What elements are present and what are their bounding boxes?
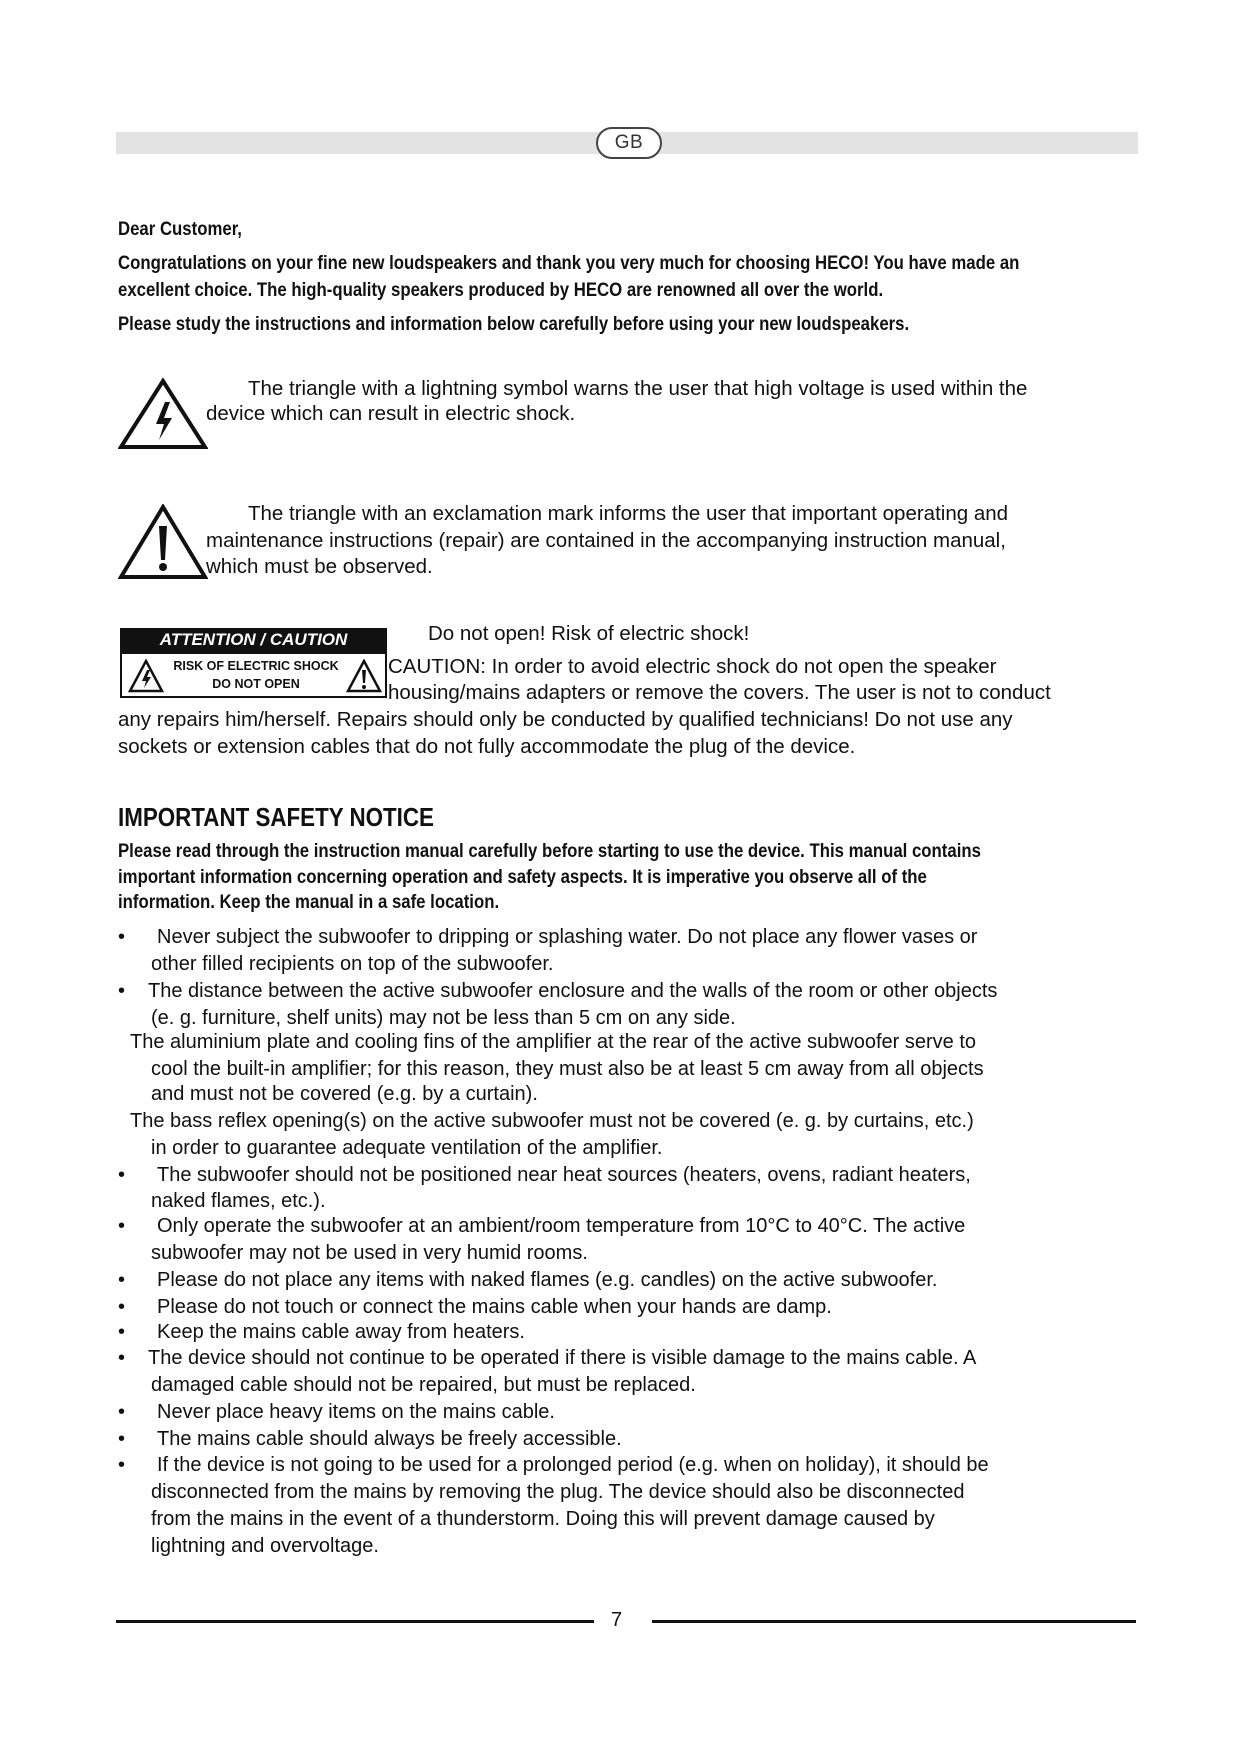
caution-text: sockets or extension cables that do not fully accommodate the plug of the device.	[118, 735, 856, 758]
caution-label-line: RISK OF ELECTRIC SHOCK	[173, 659, 339, 673]
exclamation-warning-text: which must be observed.	[206, 555, 433, 578]
exclamation-warning-text: maintenance instructions (repair) are contained in the accompanying instruction manual,	[206, 529, 1006, 552]
list-item: subwoofer may not be used in very humid rooms.	[151, 1242, 588, 1264]
exclamation-warning-text: The triangle with an exclamation mark informs the user that important operating and	[248, 502, 1009, 525]
exclamation-warning-icon	[346, 659, 382, 693]
bullet-marker: •	[118, 1321, 126, 1343]
list-item: and must not be covered (e.g. by a curtain).	[151, 1083, 538, 1105]
lightning-warning-icon	[128, 659, 164, 693]
exclamation-warning-icon	[118, 504, 208, 580]
list-item: naked flames, etc.).	[151, 1190, 326, 1212]
caution-label-title: ATTENTION / CAUTION	[120, 628, 387, 652]
intro-paragraph-line: excellent choice. The high-quality speakers produced by HECO are renowned all over the world.	[118, 279, 884, 301]
intro-instruction: Please study the instructions and information below carefully before using your new loudspeakers.	[118, 313, 910, 335]
list-item: lightning and overvoltage.	[151, 1535, 379, 1557]
list-item: in order to guarantee adequate ventilation of the amplifier.	[151, 1137, 663, 1159]
list-item: If the device is not going to be used for a prolonged period (e.g. when on holiday), it should be	[157, 1454, 989, 1476]
bullet-marker: •	[118, 1454, 126, 1476]
bullet-marker: •	[118, 1269, 126, 1291]
safety-intro-line: Please read through the instruction manual carefully before starting to use the device. This manual contains	[118, 840, 981, 862]
list-item: Never subject the subwoofer to dripping or splashing water. Do not place any flower vases or	[157, 926, 978, 948]
list-item: Only operate the subwoofer at an ambient/room temperature from 10°C to 40°C. The active	[157, 1215, 966, 1237]
list-item: (e. g. furniture, shelf units) may not be less than 5 cm on any side.	[151, 1007, 736, 1029]
caution-label-line: DO NOT OPEN	[212, 677, 300, 691]
list-item: from the mains in the event of a thunderstorm. Doing this will prevent damage caused by	[151, 1508, 935, 1530]
list-item: The mains cable should always be freely accessible.	[157, 1428, 622, 1450]
bullet-marker: •	[118, 1296, 126, 1318]
list-item: cool the built-in amplifier; for this reason, they must also be at least 5 cm away from all objects	[151, 1058, 984, 1080]
intro-paragraph-line: Congratulations on your fine new loudspeakers and thank you very much for choosing HECO! You have made an	[118, 252, 1020, 274]
safety-intro-line: information. Keep the manual in a safe location.	[118, 891, 500, 913]
caution-text: any repairs him/herself. Repairs should only be conducted by qualified technicians! Do not use any	[118, 708, 1013, 731]
bullet-marker: •	[118, 1347, 126, 1369]
list-item: The distance between the active subwoofer enclosure and the walls of the room or other objects	[148, 980, 998, 1002]
lightning-warning-text: device which can result in electric shock.	[206, 402, 576, 425]
page-number: 7	[611, 1609, 623, 1631]
bullet-marker: •	[118, 1215, 126, 1237]
list-item: The aluminium plate and cooling fins of the amplifier at the rear of the active subwoofer serve to	[130, 1031, 977, 1053]
list-item: other filled recipients on top of the subwoofer.	[151, 953, 554, 975]
safety-intro-line: important information concerning operation and safety aspects. It is imperative you observe all of the	[118, 866, 927, 888]
list-item: The bass reflex opening(s) on the active subwoofer must not be covered (e. g. by curtains, etc.)	[130, 1110, 974, 1132]
bullet-marker: •	[118, 1428, 126, 1450]
list-item: Never place heavy items on the mains cable.	[157, 1401, 555, 1423]
bullet-marker: •	[118, 1164, 126, 1186]
language-badge: GB	[596, 127, 662, 159]
caution-text: housing/mains adapters or remove the covers. The user is not to conduct	[388, 681, 1051, 704]
list-item: Please do not place any items with naked flames (e.g. candles) on the active subwoofer.	[157, 1269, 938, 1291]
list-item: The subwoofer should not be positioned near heat sources (heaters, ovens, radiant heaters,	[157, 1164, 971, 1186]
lightning-warning-icon	[118, 378, 208, 450]
footer-rule-right	[652, 1620, 1136, 1623]
caution-text: CAUTION: In order to avoid electric shock do not open the speaker	[388, 655, 997, 678]
bullet-marker: •	[118, 1401, 126, 1423]
section-heading: IMPORTANT SAFETY NOTICE	[118, 802, 434, 832]
bullet-marker: •	[118, 980, 126, 1002]
list-item: Please do not touch or connect the mains cable when your hands are damp.	[157, 1296, 832, 1318]
list-item: Keep the mains cable away from heaters.	[157, 1321, 525, 1343]
caution-label-body	[120, 652, 387, 698]
bullet-marker: •	[118, 926, 126, 948]
caution-label	[120, 628, 387, 698]
caution-text: Do not open! Risk of electric shock!	[428, 622, 750, 645]
lightning-warning-text: The triangle with a lightning symbol warns the user that high voltage is used within the	[248, 377, 1028, 400]
list-item: damaged cable should not be repaired, but must be replaced.	[151, 1374, 696, 1396]
list-item: disconnected from the mains by removing the plug. The device should also be disconnected	[151, 1481, 965, 1503]
footer-rule-left	[116, 1620, 594, 1623]
greeting: Dear Customer,	[118, 218, 242, 240]
list-item: The device should not continue to be operated if there is visible damage to the mains cable. A	[148, 1347, 977, 1369]
